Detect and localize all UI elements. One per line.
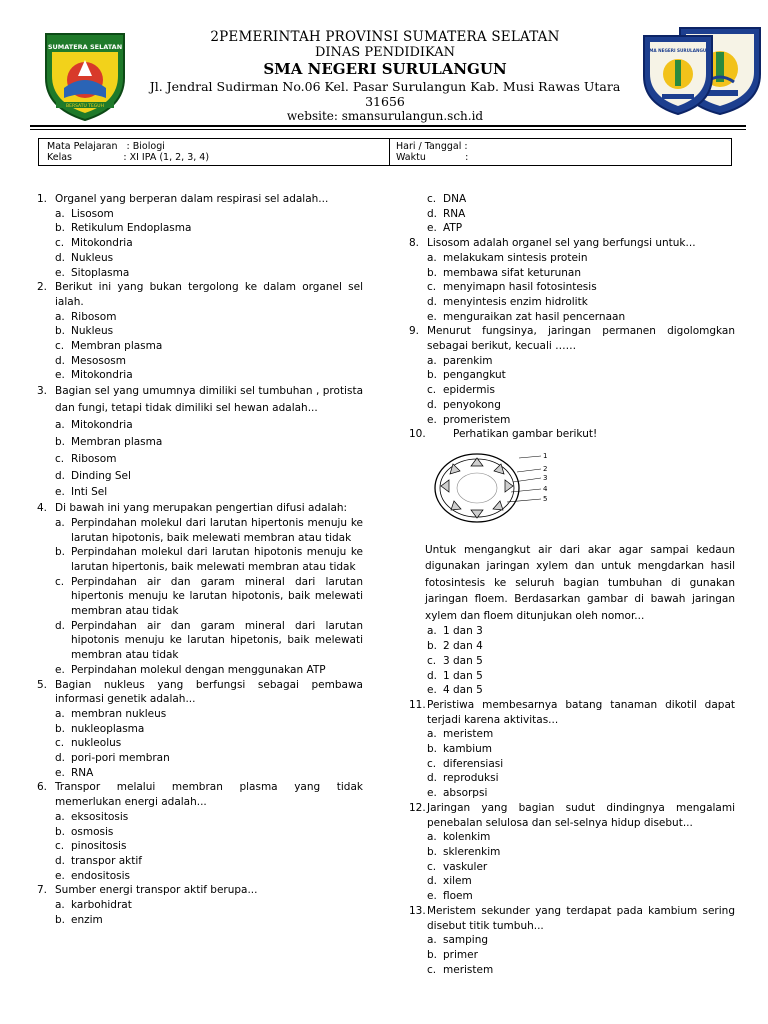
question-3 <box>33 383 363 417</box>
date-field: Hari / Tanggal : <box>396 141 468 152</box>
question-8 <box>405 236 735 251</box>
question-12 <box>405 801 735 830</box>
figure-label-5: 5 <box>543 494 548 503</box>
option: e. Mitokondria <box>55 369 133 382</box>
question-stem: Meristem sekunder yang terdapat pada kambium sering disebut titik tumbuh... <box>427 904 735 932</box>
school-logo <box>640 24 768 116</box>
question-number: 10. <box>409 428 426 441</box>
time-field: Waktu : <box>396 152 469 163</box>
option: b. sklerenkim <box>427 846 501 858</box>
exam-info-box <box>38 138 732 166</box>
option: c. diferensiasi <box>427 757 504 770</box>
option: e. menguraikan zat hasil pencernaan <box>427 310 626 323</box>
questions-left-column <box>33 192 363 928</box>
option: e. 4 dan 5 <box>427 684 483 697</box>
option: d. reproduksi <box>427 772 499 785</box>
options-11 <box>405 727 735 801</box>
option: a. eksositosis <box>55 810 129 823</box>
option: d. Nukleus <box>55 251 114 264</box>
figure-label-2: 2 <box>543 464 548 473</box>
question-number: 5. <box>37 678 48 691</box>
stem-cross-section-figure <box>427 448 551 532</box>
question-number: 7. <box>37 884 48 897</box>
question-1 <box>33 192 363 207</box>
option: b. Nukleus <box>55 325 114 338</box>
option: d. Mesososm <box>55 354 127 367</box>
question-stem: Transpor melalui membran plasma yang tidak memerlukan energi adalah... <box>55 781 363 809</box>
option: c. DNA <box>427 193 467 205</box>
option: b. kambium <box>427 743 493 756</box>
question-number: 8. <box>409 237 420 250</box>
options-12 <box>405 830 735 904</box>
option: d. RNA <box>427 207 466 220</box>
letterhead <box>140 30 630 123</box>
figure-label-4: 4 <box>543 484 548 493</box>
option: d. transpor aktif <box>55 855 142 867</box>
options-1 <box>33 207 363 281</box>
option: a. meristem <box>427 728 494 741</box>
question-stem: Bagian nukleus yang berfungsi sebagai pembawa informasi genetik adalah... <box>55 678 363 706</box>
question-stem: Lisosom adalah organel sel yang berfungsi untuk... <box>427 237 696 250</box>
option: b. Perpindahan molekul dari larutan hipotonis menuju ke larutan hipertonis, baik melewati membran atau tidak <box>55 546 363 573</box>
option: c. menyimapn hasil fotosintesis <box>427 281 597 294</box>
option: c. nukleolus <box>55 737 122 750</box>
option: e. RNA <box>55 766 94 779</box>
option: d. xilem <box>427 875 472 888</box>
question-number: 12. <box>409 801 426 814</box>
option: d. 1 dan 5 <box>427 669 483 682</box>
options-10 <box>405 624 735 698</box>
logo-left-top-text: SUMATERA SELATAN <box>47 43 123 51</box>
option: e. absorpsi <box>427 787 488 800</box>
option: a. karbohidrat <box>55 899 132 912</box>
school-name: SMA NEGERI SURULANGUN <box>263 60 507 78</box>
header-line-2: DINAS PENDIDIKAN <box>314 45 456 60</box>
option: a. kolenkim <box>427 831 491 844</box>
logo-left-bottom-text: BERSATU TEGUH <box>66 104 104 109</box>
province-logo <box>42 30 128 122</box>
option: a. Lisosom <box>55 207 114 220</box>
question-number: 2. <box>37 281 48 294</box>
question-stem: Berikut ini yang bukan tergolong ke dalam organel sel ialah. <box>55 281 363 308</box>
option: d. menyintesis enzim hidrolitk <box>427 295 588 308</box>
option: d. pori-pori membran <box>55 752 170 765</box>
option: e. Inti Sel <box>55 486 108 499</box>
question-stem: Di bawah ini yang merupakan pengertian difusi adalah: <box>55 502 348 515</box>
question-number: 4. <box>37 502 48 515</box>
option: c. epidermis <box>427 384 495 397</box>
question-10-paragraph: Untuk mengangkut air dari akar agar sampai kedaun digunakan jaringan xylem dan untuk mengdarkan hasil fotosintesis ke seluruh bagian tumbuhan di gunakan jaringan floem. Berdasarkan gambar di bawah jaringan xylem dan floem ditunjukan oleh nomor... <box>425 543 735 622</box>
header-line-1: 2PEMERINTAH PROVINSI SUMATERA SELATAN <box>210 29 560 45</box>
header-rule-thick <box>30 125 746 127</box>
options-3 <box>33 417 363 501</box>
question-9 <box>405 324 735 353</box>
option: c. Perpindahan air dan garam mineral dari larutan hipertonis menuju ke larutan hipotonis, baik melewati membran atau tidak <box>55 575 363 618</box>
option: e. promeristem <box>427 413 511 426</box>
option: b. pengangkut <box>427 369 506 382</box>
option: b. 2 dan 4 <box>427 640 483 653</box>
option: e. Sitoplasma <box>55 266 130 279</box>
logo-right-text: SMA NEGERI SURULANGUN <box>646 48 710 53</box>
option: b. enzim <box>55 913 103 926</box>
options-2 <box>33 310 363 384</box>
option: b. nukleoplasma <box>55 722 145 735</box>
header-rule-thin <box>30 129 746 130</box>
question-2 <box>33 280 363 309</box>
option: d. penyokong <box>427 398 501 411</box>
option: a. membran nukleus <box>55 707 167 720</box>
question-10 <box>405 427 735 442</box>
options-6 <box>33 810 363 884</box>
options-9 <box>405 354 735 428</box>
option: c. Ribosom <box>55 452 117 465</box>
option: d. Dinding Sel <box>55 469 131 482</box>
option: c. meristem <box>427 963 494 976</box>
questions-right-column <box>405 192 735 977</box>
option: a. samping <box>427 934 489 947</box>
option: a. parenkim <box>427 354 493 367</box>
option: a. Mitokondria <box>55 419 133 432</box>
options-7 <box>33 898 363 927</box>
question-5 <box>33 678 363 707</box>
figure-label-3: 3 <box>543 473 548 482</box>
question-6 <box>33 780 363 809</box>
school-address: Jl. Jendral Sudirman No.06 Kel. Pasar Surulangun Kab. Musi Rawas Utara 31656 <box>149 79 621 109</box>
option: b. Membran plasma <box>55 435 163 448</box>
option: e. endositosis <box>55 869 130 882</box>
question-stem: Bagian sel yang umumnya dimiliki sel tumbuhan , protista dan fungi, tetapi tidak dimiliki sel hewan adalah... <box>55 385 363 415</box>
option: a. melakukam sintesis protein <box>427 251 588 264</box>
question-number: 3. <box>37 385 48 398</box>
options-8 <box>405 251 735 325</box>
subject-field: Mata Pelajaran : Biologi <box>47 141 165 152</box>
school-website: website: smansurulangun.sch.id <box>286 109 484 123</box>
question-stem: Jaringan yang bagian sudut dindingnya mengalami penebalan selulosa dan sel-selnya hidup disebut... <box>427 801 735 829</box>
option: e. ATP <box>427 222 463 235</box>
option: b. Retikulum Endoplasma <box>55 222 192 235</box>
question-number: 6. <box>37 781 48 794</box>
question-number: 1. <box>37 193 48 205</box>
option: e. Perpindahan molekul dengan menggunakan ATP <box>55 663 326 676</box>
option: d. Perpindahan air dan garam mineral dari larutan hipotonis menuju ke larutan hipetonis, baik melewati membran atau tidak <box>55 619 363 662</box>
option: a. Ribosom <box>55 310 117 323</box>
question-stem: Organel yang berperan dalam respirasi sel adalah... <box>55 193 329 205</box>
option: c. Mitokondria <box>55 237 133 250</box>
options-7-continued <box>405 192 735 236</box>
option: a. Perpindahan molekul dari larutan hipertonis menuju ke larutan hipotonis, baik melewati membran atau tidak <box>55 516 363 544</box>
option: c. 3 dan 5 <box>427 654 483 667</box>
figure-label-1: 1 <box>543 451 548 460</box>
question-number: 9. <box>409 325 420 338</box>
question-13 <box>405 904 735 933</box>
option: e. floem <box>427 890 473 903</box>
question-stem: Sumber energi transpor aktif berupa... <box>55 884 258 897</box>
option: c. pinositosis <box>55 840 127 853</box>
option: a. 1 dan 3 <box>427 625 483 638</box>
question-stem: Peristiwa membesarnya batang tanaman dikotil dapat terjadi karena aktivitas... <box>427 698 735 726</box>
options-4 <box>33 516 363 678</box>
option: b. membawa sifat keturunan <box>427 266 582 279</box>
option: c. Membran plasma <box>55 340 163 353</box>
question-7 <box>33 883 363 898</box>
option: b. primer <box>427 948 478 961</box>
class-field: Kelas : XI IPA (1, 2, 3, 4) <box>47 152 210 163</box>
option: b. osmosis <box>55 825 114 838</box>
question-11 <box>405 698 735 727</box>
options-13 <box>405 933 735 977</box>
question-stem: Perhatikan gambar berikut! <box>453 428 598 441</box>
question-stem: Menurut fungsinya, jaringan permanen digolomgkan sebagai berikut, kecuali …… <box>427 325 735 353</box>
options-5 <box>33 707 363 781</box>
option: c. vaskuler <box>427 860 488 873</box>
question-number: 13. <box>409 904 426 917</box>
question-4 <box>33 501 363 516</box>
info-divider <box>389 139 390 165</box>
question-number: 11. <box>409 698 426 711</box>
